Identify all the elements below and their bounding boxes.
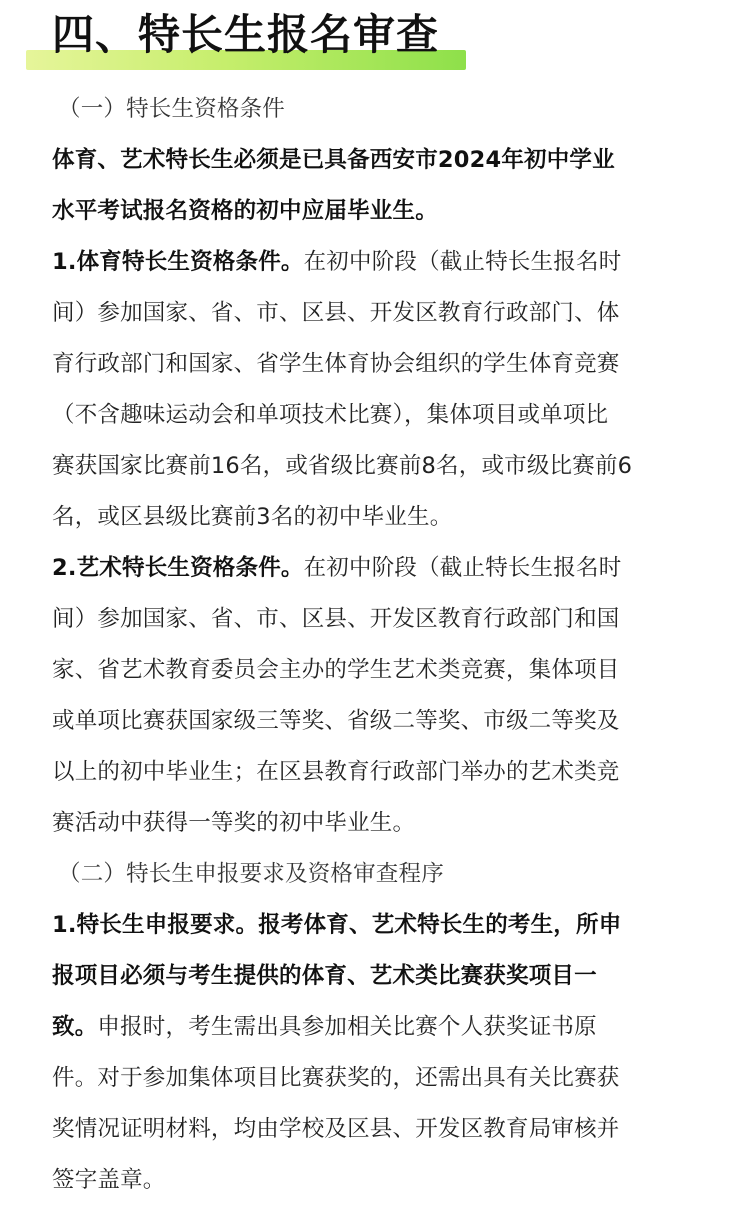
text-line [52,390,702,441]
bold-text-segment: 1.特长生申报要求。报考体育、艺术特长生的考生，所申 [52,912,622,938]
text-line [52,237,702,288]
text-segment: （一）特长生资格条件 [58,96,286,122]
text-line [52,135,702,186]
text-segment: 赛活动中获得一等奖的初中毕业生。 [52,810,416,836]
bold-text-segment: 1.体育特长生资格条件。 [52,249,304,275]
text-segment: 家、省艺术教育委员会主办的学生艺术类竞赛，集体项目 [52,657,620,683]
text-segment: 件。对于参加集体项目比赛获奖的，还需出具有关比赛获 [52,1065,620,1091]
bold-text-segment: 2.艺术特长生资格条件。 [52,555,304,581]
text-segment: 在初中阶段（截止特长生报名时 [303,249,622,275]
text-line [52,747,702,798]
text-line [52,594,702,645]
bold-text-segment: 水平考试报名资格的初中应届毕业生。 [52,198,438,224]
text-line [52,951,702,1002]
bold-text-segment: 报项目必须与考生提供的体育、艺术类比赛获奖项目一 [52,963,597,989]
text-segment: （二）特长生申报要求及资格审查程序 [58,861,444,887]
text-line [52,339,702,390]
text-line [52,798,702,849]
text-line [52,288,702,339]
text-segment: 育行政部门和国家、省学生体育协会组织的学生体育竞赛 [52,351,620,377]
text-line [52,696,702,747]
subsection-heading [52,84,702,135]
document-body [52,84,702,1206]
text-line [52,1155,702,1206]
text-segment: 申报时，考生需出具参加相关比赛个人获奖证书原 [97,1014,597,1040]
text-line [52,645,702,696]
text-line [52,1053,702,1104]
text-segment: 或单项比赛获国家级三等奖、省级二等奖、市级二等奖及 [52,708,620,734]
text-segment: 赛获国家比赛前16名，或省级比赛前8名，或市级比赛前6 [52,453,633,479]
text-segment: 间）参加国家、省、市、区县、开发区教育行政部门、体 [52,300,620,326]
text-line [52,543,702,594]
text-segment: 签字盖章。 [52,1167,166,1193]
text-line [52,1002,702,1053]
text-line [52,1104,702,1155]
section-title: 四、特长生报名审查 [52,10,440,59]
text-line [52,441,702,492]
text-segment: （不含趣味运动会和单项技术比赛），集体项目或单项比 [52,402,609,428]
text-segment: 间）参加国家、省、市、区县、开发区教育行政部门和国 [52,606,620,632]
text-segment: 奖情况证明材料，均由学校及区县、开发区教育局审核并 [52,1116,620,1142]
subsection-heading [52,849,702,900]
bold-text-segment: 体育、艺术特长生必须是已具备西安市2024年初中学业 [52,147,615,173]
text-line [52,900,702,951]
text-segment: 名，或区县级比赛前3名的初中毕业生。 [52,504,453,530]
text-segment: 在初中阶段（截止特长生报名时 [303,555,622,581]
section-heading [26,6,466,68]
text-line [52,186,702,237]
bold-text-segment: 致。 [52,1014,98,1040]
text-line [52,492,702,543]
text-segment: 以上的初中毕业生；在区县教育行政部门举办的艺术类竞 [52,759,620,785]
